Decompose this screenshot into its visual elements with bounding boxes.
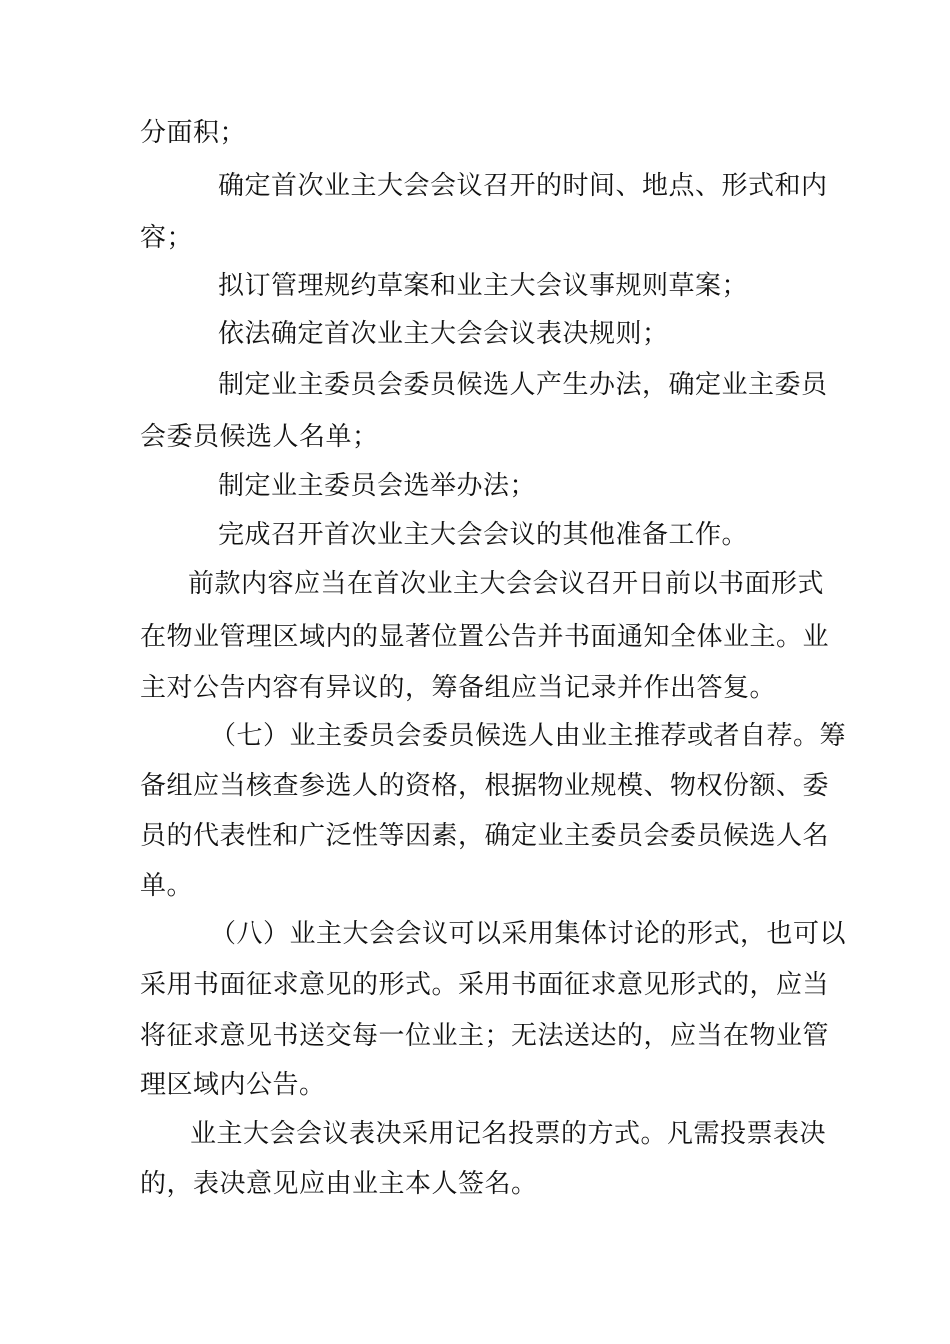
text-line: 容； bbox=[140, 223, 194, 253]
text-line: 拟订管理规约草案和业主大会议事规则草案； bbox=[218, 271, 749, 301]
text-line: 完成召开首次业主大会会议的其他准备工作。 bbox=[218, 520, 749, 550]
text-line: （八）业主大会会议可以采用集体讨论的形式，也可以 bbox=[210, 919, 847, 949]
text-line: 确定首次业主大会会议召开的时间、地点、形式和内 bbox=[218, 171, 828, 201]
text-line: 的，表决意见应由业主本人签名。 bbox=[140, 1169, 538, 1199]
text-line: 主对公告内容有异议的，筹备组应当记录并作出答复。 bbox=[140, 673, 777, 703]
text-line: 前款内容应当在首次业主大会会议召开日前以书面形式 bbox=[188, 569, 825, 599]
text-line: 备组应当核查参选人的资格，根据物业规模、物权份额、委 bbox=[140, 771, 830, 801]
text-line: 在物业管理区域内的显著位置公告并书面通知全体业主。业 bbox=[140, 622, 830, 652]
text-line: 依法确定首次业主大会会议表决规则； bbox=[218, 319, 669, 349]
text-line: 理区域内公告。 bbox=[140, 1070, 326, 1100]
text-line: 单。 bbox=[140, 871, 194, 901]
text-line: 员的代表性和广泛性等因素，确定业主委员会委员候选人名 bbox=[140, 821, 830, 851]
text-line: 制定业主委员会委员候选人产生办法，确定业主委员 bbox=[218, 370, 828, 400]
text-line: 将征求意见书送交每一位业主；无法送达的，应当在物业管 bbox=[140, 1021, 830, 1051]
text-line: 业主大会会议表决采用记名投票的方式。凡需投票表决 bbox=[190, 1119, 827, 1149]
text-line: 会委员候选人名单； bbox=[140, 422, 379, 452]
text-line: （七）业主委员会委员候选人由业主推荐或者自荐。筹 bbox=[210, 721, 847, 751]
text-line: 制定业主委员会选举办法； bbox=[218, 471, 537, 501]
text-line: 采用书面征求意见的形式。采用书面征求意见形式的，应当 bbox=[140, 970, 830, 1000]
text-line: 分面积； bbox=[140, 118, 247, 148]
